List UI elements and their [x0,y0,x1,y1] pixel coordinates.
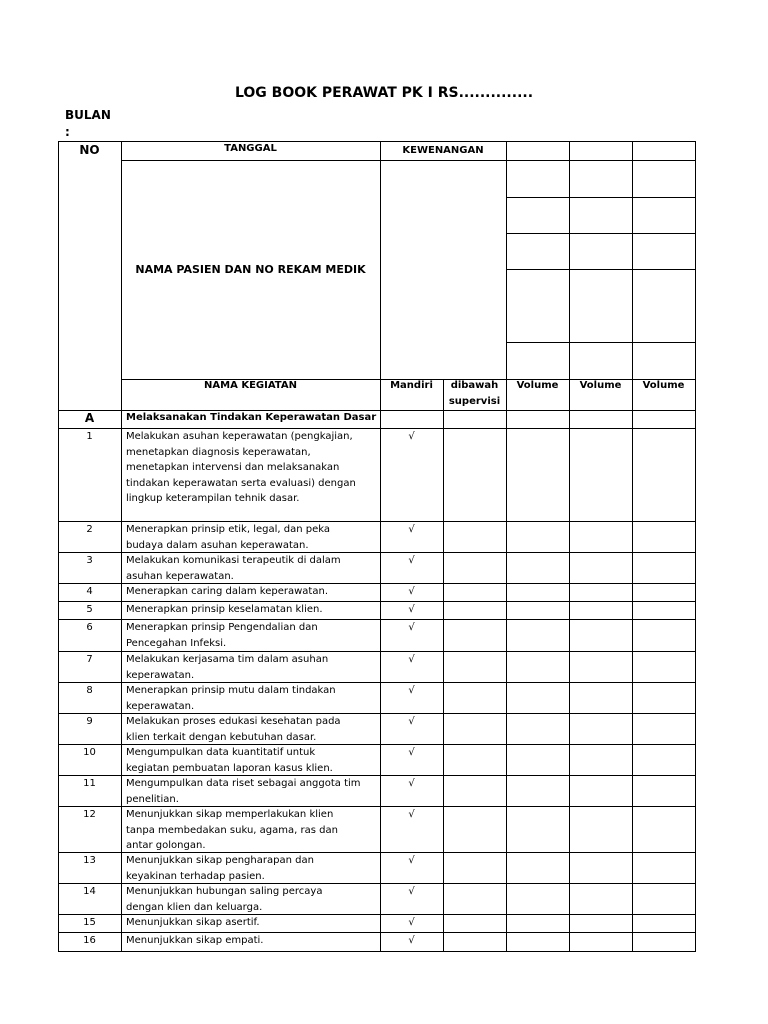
row-activity [126,620,318,651]
row-activity-line: kegiatan pembuatan laporan kasus klien. [126,762,333,774]
row-activity-line: Melakukan asuhan keperawatan (pengkajian, [126,431,353,442]
row-activity [126,884,322,915]
row-activity-line: dengan klien dan keluarga. [126,901,263,913]
row-activity-line: Mengumpulkan data riset sebagai anggota tim [126,778,361,789]
row-activity [126,807,338,854]
row-mandiri-check: √ [408,886,415,897]
row-activity [126,522,330,553]
row-number: 14 [83,886,96,897]
row-number: 12 [83,809,96,820]
row-mandiri-check: √ [408,622,415,633]
row-number: 11 [83,778,96,789]
row-activity-line: tanpa membedakan suku, agama, ras dan [126,824,338,836]
row-number: 13 [83,855,96,866]
row-mandiri-check: √ [408,685,415,696]
row-activity-line: Menunjukkan sikap empati. [126,935,264,946]
row-mandiri-check: √ [408,524,415,535]
header-volume-1: Volume [516,380,559,391]
row-activity-line: klien terkait dengan kebutuhan dasar. [126,731,317,743]
row-activity [126,683,336,714]
row-activity [126,584,328,600]
section-code: A [84,411,95,425]
row-activity-line: keyakinan terhadap pasien. [126,870,265,882]
row-number: 9 [86,716,93,727]
row-activity-line: Menerapkan prinsip mutu dalam tindakan [126,685,336,696]
header-dibawah-line2: supervisi [448,395,501,407]
row-activity [126,776,361,807]
row-activity [126,745,333,776]
row-mandiri-check: √ [408,917,415,928]
row-mandiri-check: √ [408,431,415,442]
row-activity-line: Menerapkan prinsip etik, legal, dan peka [126,524,330,535]
row-activity-line: penelitian. [126,793,179,805]
row-mandiri-check: √ [408,778,415,789]
row-activity-line: Pencegahan Infeksi. [126,637,227,649]
row-activity-line: menetapkan diagnosis keperawatan, [126,446,311,458]
row-activity-line: Melakukan komunikasi terapeutik di dalam [126,555,341,566]
row-number: 2 [86,524,93,535]
header-nama-pasien: NAMA PASIEN DAN NO REKAM MEDIK [135,263,366,276]
row-activity-line: Mengumpulkan data kuantitatif untuk [126,747,316,758]
row-activity [126,933,263,949]
header-no: NO [79,143,100,157]
header-volume-2: Volume [579,380,622,391]
row-number: 1 [86,431,93,442]
bulan-label-text: BULAN [65,108,111,122]
row-number: 16 [83,935,96,946]
row-number: 15 [83,917,96,928]
row-number: 3 [86,555,93,566]
row-activity-line: Menunjukkan sikap pengharapan dan [126,855,314,866]
row-mandiri-check: √ [408,855,415,866]
header-nama-kegiatan: NAMA KEGIATAN [204,380,297,391]
row-mandiri-check: √ [408,716,415,727]
row-activity-line: keperawatan. [126,669,195,681]
header-kewenangan: KEWENANGAN [402,145,484,156]
row-activity-line: keperawatan. [126,700,195,712]
row-activity-line: menetapkan intervensi dan melaksanakan [126,462,340,473]
row-activity-line: budaya dalam asuhan keperawatan. [126,539,309,551]
row-mandiri-check: √ [408,604,415,615]
header-dibawah-line1: dibawah [450,380,499,391]
row-number: 8 [86,685,93,696]
row-activity-line: Menerapkan caring dalam keperawatan. [126,586,328,597]
row-activity [126,429,356,507]
row-activity-line: tindakan keperawatan serta evaluasi) dengan [126,477,356,489]
row-activity [126,714,341,745]
row-mandiri-check: √ [408,586,415,597]
row-activity [126,652,328,683]
row-mandiri-check: √ [408,809,415,820]
row-activity-line: Menunjukkan sikap memperlakukan klien [126,809,334,820]
section-title: Melaksanakan Tindakan Keperawatan Dasar [126,412,377,423]
row-activity-line: lingkup keterampilan tehnik dasar. [126,493,300,504]
row-mandiri-check: √ [408,935,415,946]
row-activity [126,853,314,884]
row-activity [126,553,341,584]
row-activity-line: Melakukan proses edukasi kesehatan pada [126,716,341,727]
row-activity-line: Menunjukkan sikap asertif. [126,917,260,928]
row-activity-line: antar golongan. [126,840,206,851]
document-title: LOG BOOK PERAWAT PK I RS.............. [234,85,534,101]
row-activity [126,602,323,618]
row-number: 5 [86,604,93,615]
row-number: 7 [86,654,93,665]
row-number: 10 [83,747,96,758]
row-activity-line: Melakukan kerjasama tim dalam asuhan [126,654,329,665]
row-number: 6 [86,622,93,633]
row-number: 4 [86,586,93,597]
header-tanggal: TANGGAL [224,143,277,154]
row-activity-line: Menerapkan prinsip Pengendalian dan [126,622,318,633]
row-mandiri-check: √ [408,654,415,665]
header-mandiri: Mandiri [390,380,433,391]
row-activity-line: Menerapkan prinsip keselamatan klien. [126,604,323,615]
row-mandiri-check: √ [408,555,415,566]
header-dibawah-supervisi [443,378,506,409]
row-activity [126,915,260,931]
bulan-colon: : [65,125,70,139]
row-activity-line: Menunjukkan hubungan saling percaya [126,886,323,897]
header-volume-3: Volume [642,380,685,391]
row-mandiri-check: √ [408,747,415,758]
row-activity-line: asuhan keperawatan. [126,570,234,582]
